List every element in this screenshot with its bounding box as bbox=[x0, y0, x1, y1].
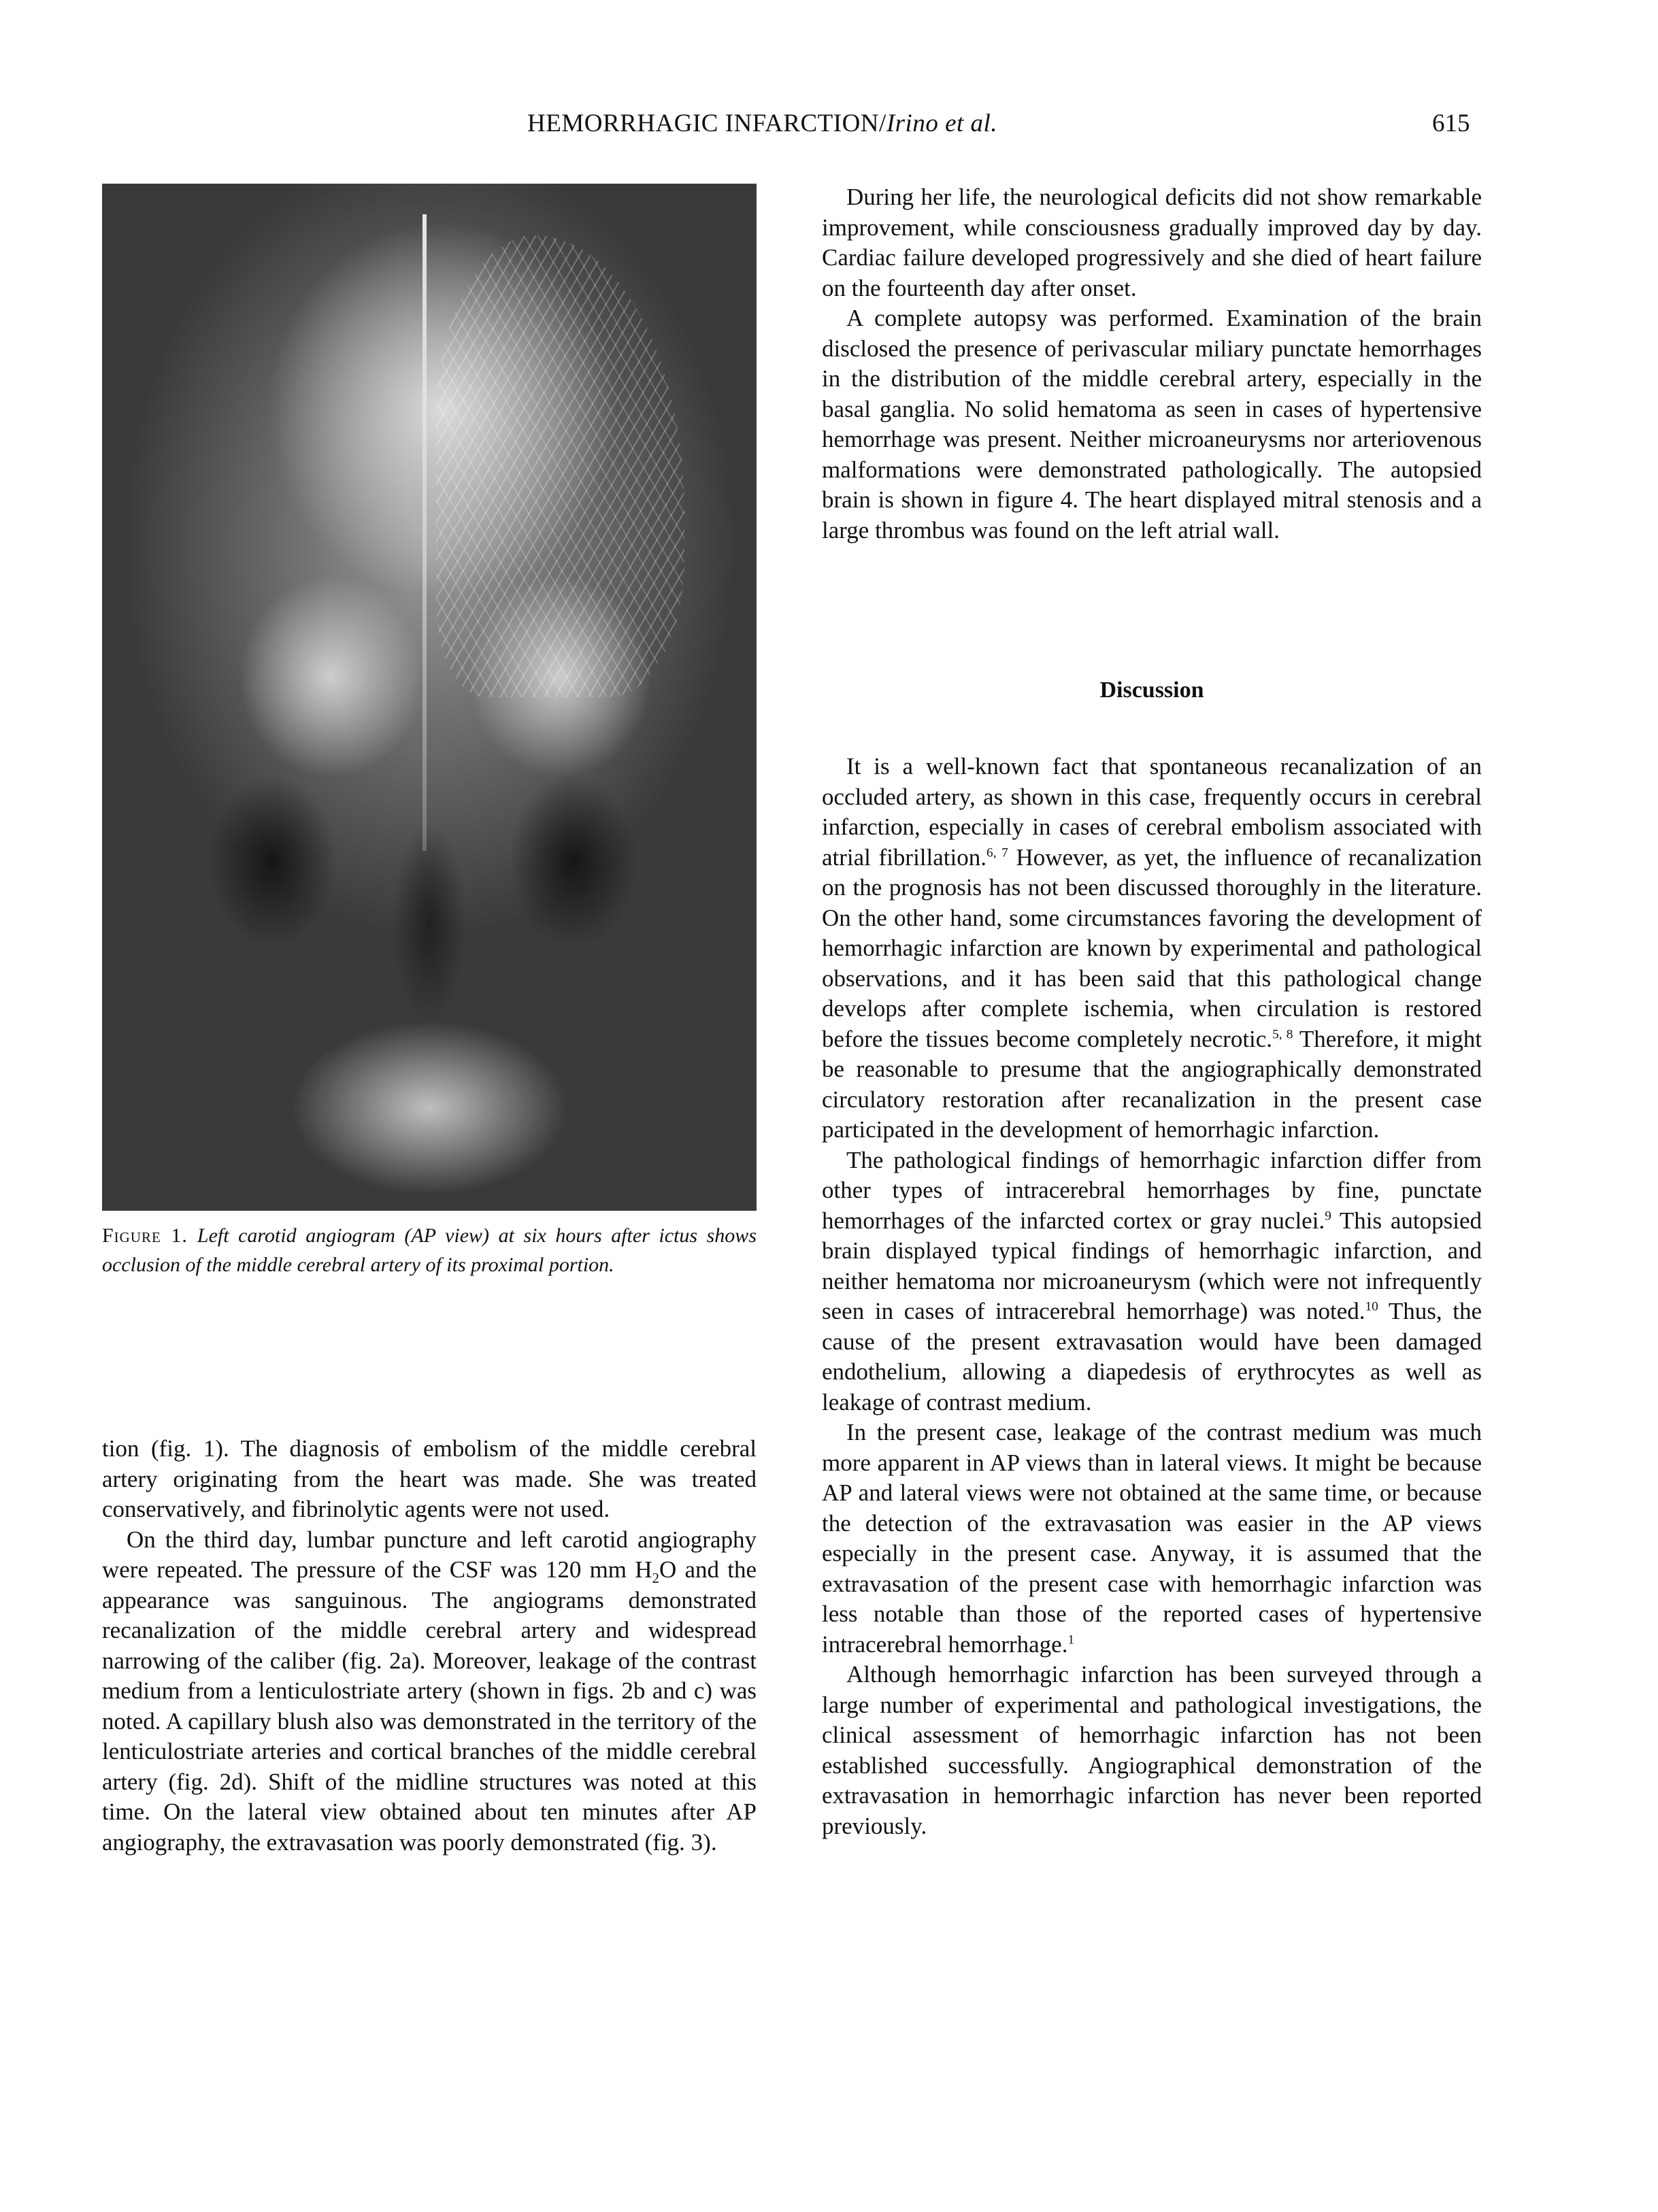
figure-1-caption-text: Left carotid angiogram (AP view) at six hours after ictus shows occlusion of the middle cerebral artery of its proximal portion. bbox=[102, 1224, 757, 1276]
right-column-discussion bbox=[822, 752, 1482, 1841]
paragraph: tion (fig. 1). The diagnosis of embolism of the middle cerebral artery originating from the heart was made. She was treated conservatively, and fibrinolytic agents were not used. bbox=[102, 1435, 757, 1522]
paragraph bbox=[822, 1660, 1482, 1841]
paragraph: A complete autopsy was performed. Examination of the brain disclosed the presence of perivascular miliary punctate hemorrhages in the distribution of the middle cerebral artery, especially in the basal ganglia. No solid hematoma as seen in cases of hypertensive hemorrhage was present. Neither microaneurysms nor arteriovenous malformations were demonstrated pathologically. The autopsied brain is shown in figure 4. The heart displayed mitral stenosis and a large thrombus was found on the left atrial wall. bbox=[822, 305, 1482, 543]
paragraph-text: On the third day, lumbar puncture and left carotid angiography were repeated. The pressure of the CSF was 120 mm H bbox=[102, 1526, 757, 1583]
right-column-case-report bbox=[822, 182, 1482, 546]
citation: 10 bbox=[1365, 1299, 1378, 1314]
left-column-body bbox=[102, 1434, 757, 1858]
paragraph bbox=[822, 752, 1482, 1145]
figure-1-label: Figure 1. bbox=[102, 1224, 188, 1247]
paragraph-text: Therefore, it might be reasonable to presume that the angiographically demonstrated circulatory restoration after recanalization in the present case participated in the development of hemorrhagic infarction. bbox=[822, 1025, 1482, 1143]
paragraph-text: Although hemorrhagic infarction has been surveyed through a large number of experimental and pathological investigations, the clinical assessment of hemorrhagic infarction has not been established successfully. Angiographical demonstration of the extravasation in hemorrhagic infarction has never been reported previously. bbox=[822, 1661, 1482, 1839]
running-authors: Irino et al. bbox=[886, 110, 998, 137]
figure-1-caption bbox=[102, 1221, 757, 1279]
citation: 9 bbox=[1325, 1208, 1331, 1223]
citation: 5, 8 bbox=[1272, 1026, 1293, 1041]
citation: 6, 7 bbox=[986, 845, 1008, 860]
paragraph-text: The pathological findings of hemorrhagic infarction differ from other types of intracerebral hemorrhages by fine, punctate hemorrhages of the infarcted cortex or gray nuclei. bbox=[822, 1146, 1482, 1234]
section-heading-discussion: Discussion bbox=[1099, 677, 1204, 703]
paragraph bbox=[822, 1418, 1482, 1660]
paragraph bbox=[102, 1525, 757, 1858]
paragraph-text: It is a well-known fact that spontaneous recanalization of an occluded artery, as shown in this case, frequently occurs in cerebral infarction, especially in cases of cerebral embolism associated with atrial fibrillation. bbox=[822, 753, 1482, 871]
page-number: 615 bbox=[1432, 110, 1470, 137]
paragraph bbox=[822, 1145, 1482, 1418]
paragraph-text: However, as yet, the influence of recanalization on the prognosis has not been discussed thoroughly in the literature. On the other hand, some circumstances favoring the development of hemorrhagic infarction are known by experimental and pathological observations, and it has been said that this pathological change develops after complete ischemia, when circulation is restored before the tissues become completely necrotic. bbox=[822, 843, 1482, 1052]
skull-midline-shape bbox=[422, 214, 427, 851]
paragraph: During her life, the neurological deficits did not show remarkable improvement, while consciousness gradually improved day by day. Cardiac failure developed progressively and she died of heart failure on the fourteenth day after onset. bbox=[822, 184, 1482, 301]
running-head bbox=[527, 109, 997, 138]
subscript: 2 bbox=[652, 1570, 660, 1586]
paragraph-text: In the present case, leakage of the contrast medium was much more apparent in AP views than in lateral views. It might be because AP and lateral views were not obtained at the same time, or because the detection of the extravasation was easier in the AP views especially in the present case. Anyway, it is assumed that the extravasation of the present case with hemorrhagic infarction was less notable than those of the reported cases of hypertensive intracerebral hemorrhage. bbox=[822, 1419, 1482, 1658]
citation: 1 bbox=[1067, 1632, 1075, 1647]
running-title: HEMORRHAGIC INFARCTION/ bbox=[527, 110, 886, 137]
cerebral-vessels-shape bbox=[436, 235, 685, 698]
figure-1-angiogram-image bbox=[102, 184, 757, 1211]
paragraph-text: O and the appearance was sanguinous. The angiograms demonstrated recanalization of the middle cerebral artery and widespread narrowing of the caliber (fig. 2a). Moreover, leakage of the contrast medium from a lenticulostriate artery (shown in figs. 2b and c) was noted. A capillary blush also was demonstrated in the territory of the lenticulostriate arteries and cortical branches of the middle cerebral artery (fig. 2d). Shift of the midline structures was noted at this time. On the lateral view obtained about ten minutes after AP angiography, the extravasation was poorly demonstrated (fig. 3). bbox=[102, 1556, 757, 1856]
paragraph-text: Thus, the cause of the present extravasation would have been damaged endothelium, allowing a diapedesis of erythrocytes as well as leakage of contrast medium. bbox=[822, 1298, 1482, 1415]
paragraph-text: This autopsied brain displayed typical findings of hemorrhagic infarction, and neither hematoma nor microaneurysm (which were not infrequently seen in cases of intracerebral hemorrhage) was noted. bbox=[822, 1207, 1482, 1324]
